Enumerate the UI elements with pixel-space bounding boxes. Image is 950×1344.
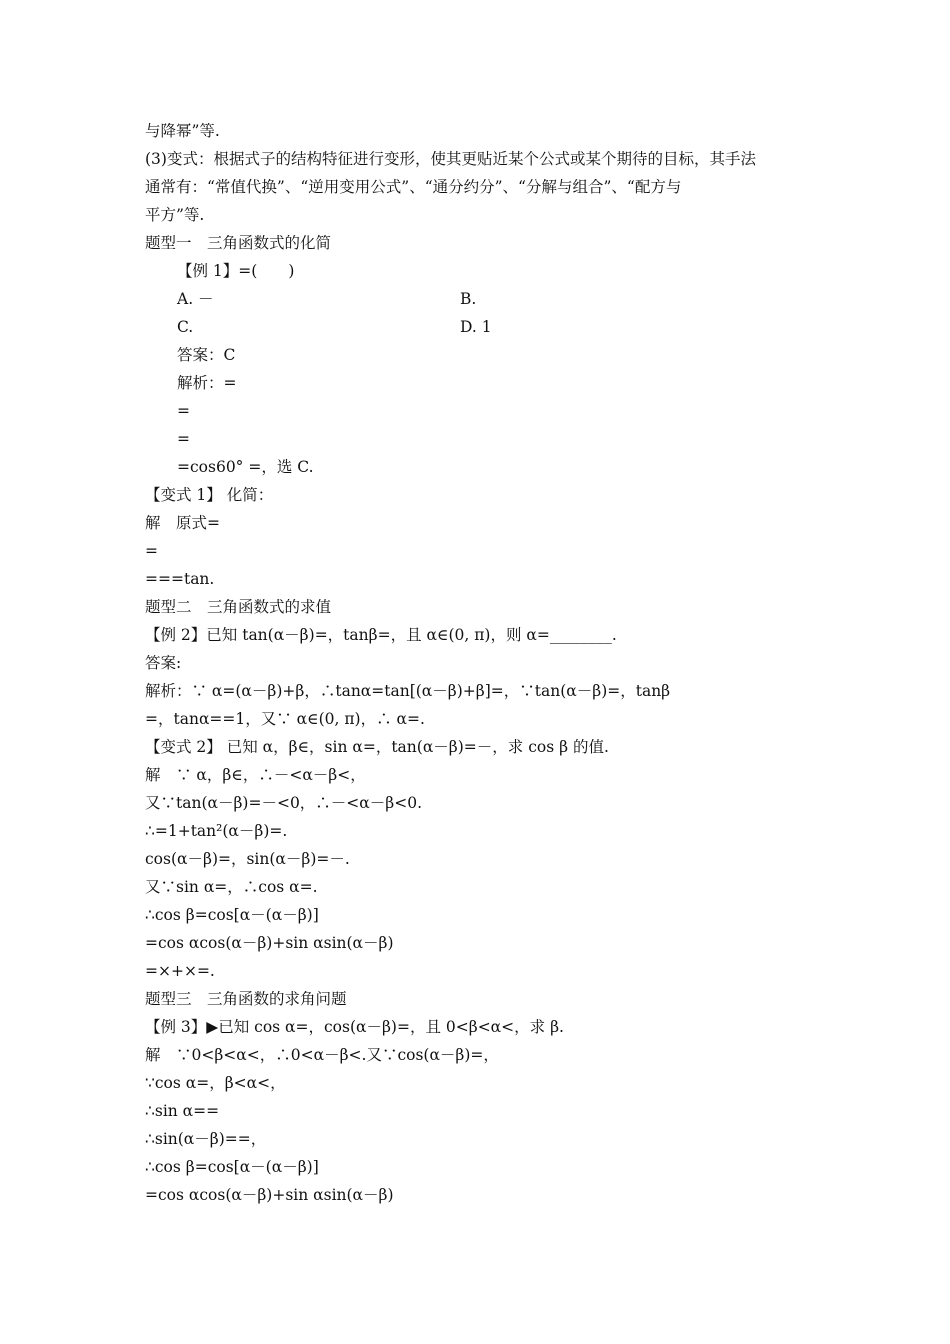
- text-line: ∵cos α=，β<α<，: [145, 1074, 286, 1092]
- text-line: cos(α－β)=，sin(α－β)=－.: [145, 850, 350, 868]
- text-line: (3)变式：根据式子的结构特征进行变形，使其更贴近某个公式或某个期待的目标，其手法: [145, 150, 756, 168]
- option-d: D. 1: [460, 318, 492, 336]
- text-line: 与降幂”等.: [145, 122, 220, 140]
- option-c: C.: [177, 318, 194, 336]
- text-line: =×+×=.: [145, 962, 215, 980]
- analysis-line: 解析：=: [177, 374, 237, 392]
- text-line: =cos αcos(α－β)+sin αsin(α－β): [145, 1186, 394, 1204]
- solution-line: 解 ∵ α，β∈，∴－<α－β<，: [145, 766, 366, 784]
- text-line: 又∵sin α=，∴cos α=.: [145, 878, 318, 896]
- text-line: ∴cos β=cos[α－(α－β)]: [145, 1158, 319, 1176]
- text-line: =: [177, 402, 190, 420]
- answer-line: 答案:: [145, 654, 182, 672]
- text-line: =: [177, 430, 190, 448]
- example-title: 【例 3】▶已知 cos α=，cos(α－β)=，且 0<β<α<，求 β.: [145, 1018, 564, 1036]
- text-line: ∴=1+tan²(α－β)=.: [145, 822, 288, 840]
- solution-line: 解 原式=: [145, 514, 220, 532]
- option-b: B.: [460, 290, 477, 308]
- section-heading: 题型一 三角函数式的化简: [145, 234, 332, 252]
- solution-line: 解 ∵0<β<α<，∴0<α－β<.又∵cos(α－β)=，: [145, 1046, 499, 1064]
- variant-title: 【变式 1】 化简：: [145, 486, 274, 504]
- text-line: ===tan.: [145, 570, 215, 588]
- text-line: ∴cos β=cos[α－(α－β)]: [145, 906, 319, 924]
- text-line: 又∵tan(α－β)=－<0，∴－<α－β<0.: [145, 794, 423, 812]
- section-heading: 题型二 三角函数式的求值: [145, 598, 332, 616]
- text-line: =cos αcos(α－β)+sin αsin(α－β): [145, 934, 394, 952]
- text-line: 平方”等.: [145, 206, 205, 224]
- text-line: =: [145, 542, 158, 560]
- analysis-line: 解析：∵ α=(α－β)+β，∴tanα=tan[(α－β)+β]=，∵tan(α－β)=，tanβ: [145, 682, 671, 700]
- example-title: 【例 2】已知 tan(α－β)=，tanβ=，且 α∈(0, π)，则 α=________.: [145, 626, 617, 644]
- example-title: 【例 1】=( ): [177, 262, 295, 280]
- option-a: A. －: [177, 290, 214, 308]
- answer-line: 答案：C: [177, 346, 236, 364]
- text-line: =，tanα==1，又∵ α∈(0, π)，∴ α=.: [145, 710, 425, 728]
- text-line: 通常有：“常值代换”、“逆用变用公式”、“通分约分”、“分解与组合”、“配方与: [145, 178, 682, 196]
- text-line: ∴sin(α－β)==，: [145, 1130, 267, 1148]
- section-heading: 题型三 三角函数的求角问题: [145, 990, 347, 1008]
- text-line: =cos60° =，选 C.: [177, 458, 314, 476]
- variant-title: 【变式 2】 已知 α，β∈，sin α=，tan(α－β)=－，求 cos β 的值.: [145, 738, 609, 756]
- text-line: ∴sin α==: [145, 1102, 220, 1120]
